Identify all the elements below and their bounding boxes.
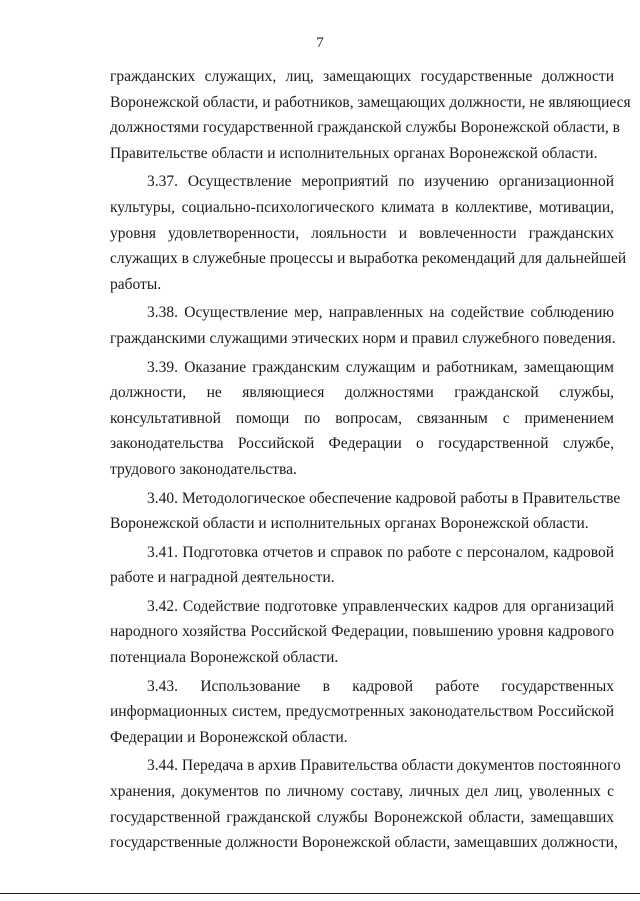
paragraph-line: государственные должности Воронежской области, замещавших должности, [110,834,618,852]
document-body [110,64,631,859]
paragraph-line: консультативной помощи по вопросам, связанным с применением [110,409,614,427]
paragraph-line: Правительстве области и исполнительных органах Воронежской области. [110,144,598,162]
paragraph [110,64,631,166]
paragraph [110,169,627,297]
paragraph-line: законодательства Российской Федерации о государственной службе, [110,435,614,453]
paragraph-line: должности, не являющиеся должностями гражданской службы, [110,384,614,402]
paragraph-line: работе и наградной деятельности. [110,569,335,587]
paragraph [110,594,614,671]
paragraph [110,753,621,855]
paragraph-line: 3.44. Передача в архив Правительства области документов постоянного [147,757,621,775]
paragraph-line: потенциала Воронежской области. [110,649,339,667]
paragraph-line: трудового законодательства. [110,460,297,478]
paragraph-line: 3.41. Подготовка отчетов и справок по работе с персоналом, кадровой [147,543,614,561]
paragraph-line: гражданских служащих, лиц, замещающих государственные должности [110,68,614,85]
paragraph-line: государственной гражданской службы Воронежской области, замещавших [110,808,614,826]
paragraph-line: 3.38. Осуществление мер, направленных на содействие соблюдению [147,304,614,322]
paragraph-line: хранения, документов по личному составу, личных дел лиц, уволенных с [110,783,614,801]
paragraph-line: Воронежской области и исполнительных органах Воронежской области. [110,515,589,533]
paragraph-line: гражданскими служащими этических норм и правил служебного поведения. [110,329,616,347]
paragraph-line: Федерации и Воронежской области. [110,728,348,746]
footer-rule [0,893,640,894]
paragraph-line: культуры, социально-психологического климата в коллективе, мотивации, [110,198,614,216]
paragraph-line: 3.42. Содействие подготовке управленческих кадров для организаций [147,597,614,615]
paragraph-line: 3.39. Оказание гражданским служащим и работникам, замещающим [147,358,614,376]
paragraph-line: 3.43. Использование в кадровой работе государственных [147,677,614,695]
page-number: 7 [316,35,324,51]
paragraph-line: 3.37. Осуществление мероприятий по изучению организационной [147,173,614,191]
paragraph-line: работы. [110,275,162,293]
paragraph-line: информационных систем, предусмотренных законодательством Российской [110,703,614,721]
paragraph-line: уровня удовлетворенности, лояльности и вовлеченности гражданских [110,224,614,242]
paragraph [110,300,614,351]
paragraph [110,540,614,591]
paragraph-line: должностями государственной гражданской службы Воронежской области, в [110,119,620,137]
paragraph [110,355,614,483]
paragraph-line: народного хозяйства Российской Федерации, повышению уровня кадрового [110,623,614,641]
paragraph-line: Воронежской области, и работников, замещающих должности, не являющиеся [110,93,631,111]
paragraph-line: 3.40. Методологическое обеспечение кадровой работы в Правительстве [147,489,621,507]
paragraph [110,674,614,751]
paragraph [110,486,621,537]
paragraph-line: служащих в служебные процессы и выработка рекомендаций для дальнейшей [110,250,627,268]
